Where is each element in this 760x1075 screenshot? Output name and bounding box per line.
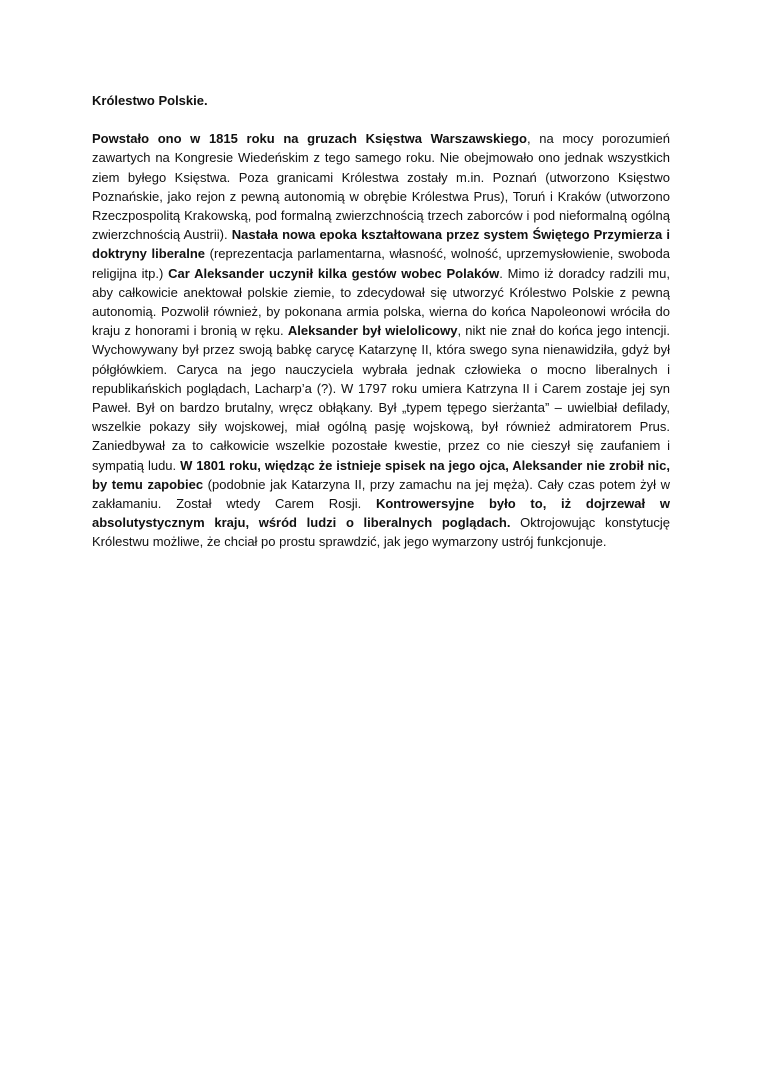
text-run: , na mocy porozumień zawartych na Kongresie Wiedeńskim z tego samego roku. Nie obejmowało ono jednak wszystkich ziem byłego Księstwa. Poza granicami Królestwa zostały m.in. Poznań (utworzono Księstwo Poznańskie, jako rejon z pewną autonomią w obrębie Królestwa Prus), Toruń i Kraków (utworzono Rzeczpospolitą Krakowską, pod formalną zwierzchnością trzech zaborców i pod nieformalną ogólną zwierzchnością Austrii). <box>92 131 670 243</box>
text-run: Oktrojowując konstytucję Królestwu możliwe, że chciał po prostu sprawdzić, jak jego wymarzony ustrój funkcjonuje. <box>92 515 670 550</box>
text-run-bold: Nastała nowa epoka kształtowana przez system Świętego Przymierza i doktryny liberalne <box>92 227 671 262</box>
text-run-bold: Car Aleksander uczynił kilka gestów wobec Polaków <box>168 265 500 281</box>
text-run: (podobnie jak Katarzyna II, przy zamachu na jej męża). Cały czas potem żył w zakłamaniu. Został wtedy Carem Rosji. <box>92 476 671 512</box>
text-run-bold: Aleksander był wielolicowy <box>287 323 458 339</box>
document-body <box>92 91 670 552</box>
text-run-bold: W 1801 roku, więdząc że istnieje spisek na jego ojca, Aleksander nie zrobił nic, by temu zapobiec <box>92 457 670 492</box>
body-paragraph <box>92 129 670 551</box>
text-run: , nikt nie znał do końca jego intencji. Wychowywany był przez swoją babkę carycę Katarzynę II, która swego syna nienawidziła, gdyż był półgłówkiem. Caryca na jego nauczyciela wybrała jednak człowieka o mocno liberalnych i republikańskich poglądach, Lacharp’a (?). W 1797 roku umiera Katrzyna II i Carem zostaje jej syn Paweł. Był on bardzo brutalny, wręcz obłąkany. Był „typem tępego sierżanta” – uwielbiał defilady, wszelkie pokazy siły wojskowej, miał ogólną pasję wojskową, był również admiratorem Prus. Zaniedbywał za to całkowicie wszelkie pozostałe kwestie, przez co nie cieszył się zaufaniem i sympatią ludu. <box>92 323 670 473</box>
document-title: Królestwo Polskie. <box>92 93 208 108</box>
text-run: (reprezentacja parlamentarna, własność, wolność, uprzemysłowienie, swoboda religijna itp.) <box>92 246 670 281</box>
text-run: . Mimo iż doradcy radzili mu, aby całkowicie anektował polskie ziemie, to zdecydował się utworzyć Królestwo Polskie z pewną autonomią. Pozwolił również, by pokonana armia polska, wierna do końca Napoleonowi wróciła do kraju z honorami i bronią w ręku. <box>92 265 670 339</box>
text-run-bold: Powstało ono w 1815 roku na gruzach Księstwa Warszawskiego <box>92 131 527 147</box>
text-run-bold: Kontrowersyjne było to, iż dojrzewał w absolutystycznym kraju, wśród ludzi o liberalnych poglądach. <box>92 496 670 531</box>
